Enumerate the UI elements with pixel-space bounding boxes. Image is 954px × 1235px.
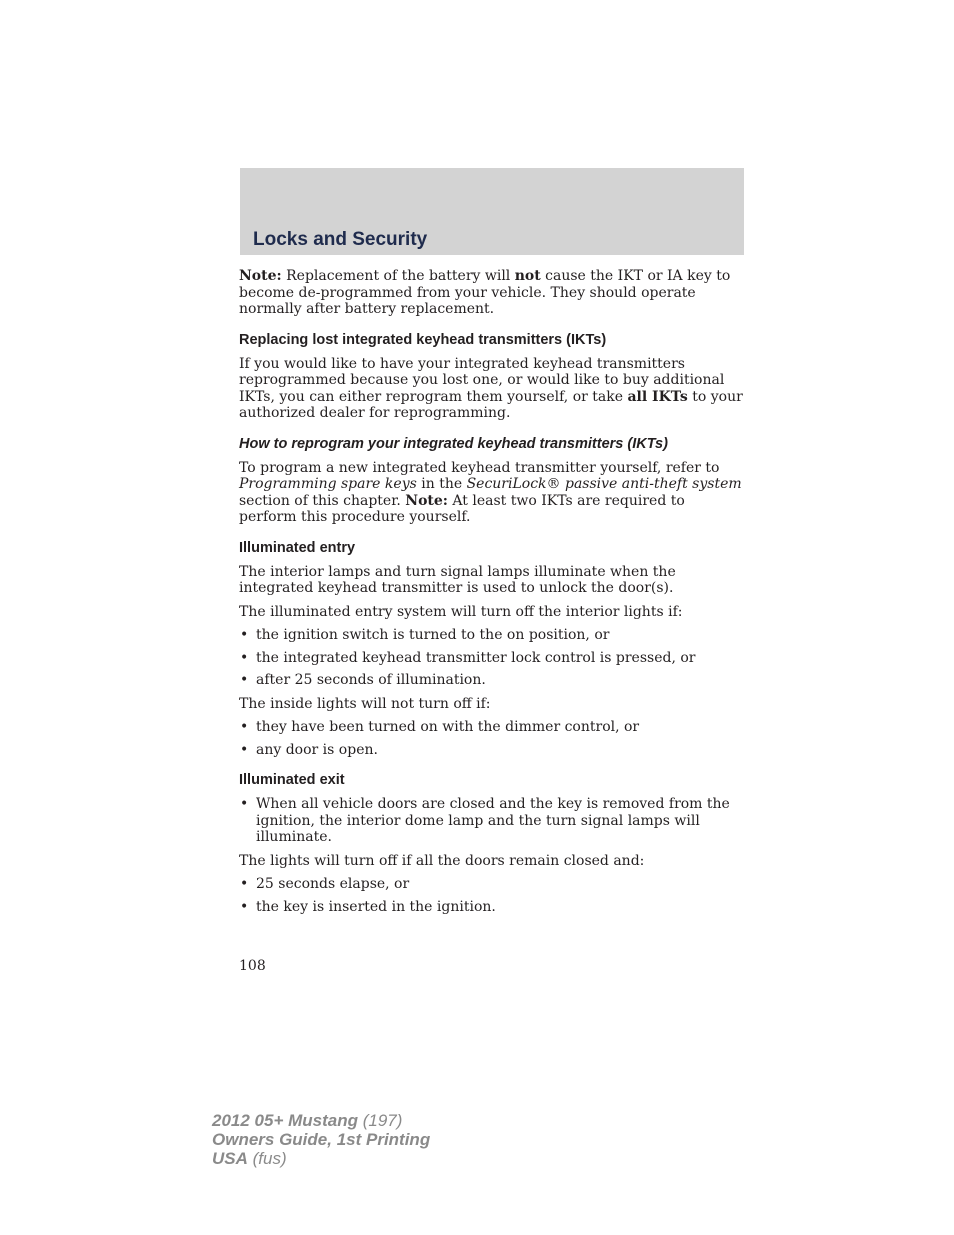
bullet-icon: • [240,672,249,688]
paragraph-entry-3: The inside lights will not turn off if: [239,695,491,712]
heading-illuminated-entry: Illuminated entry [239,539,356,556]
paragraph-entry-1: The interior lamps and turn signal lamps illuminate when the integrated keyhead transmitter is used to unlock the door(s). [239,563,676,596]
footer-line-region: USA (fus) [212,1149,287,1168]
bullet-icon: • [240,649,249,666]
list-item: • 25 seconds elapse, or [240,876,410,892]
crossref-securilock: SecuriLock® passive anti-theft system [466,476,742,492]
list-item: • any door is open. [240,741,378,758]
paragraph-exit-1: The lights will turn off if all the doors remain closed and: [239,852,645,869]
list-item: • the ignition switch is turned to the on position, or [240,627,610,643]
list-item: • after 25 seconds of illumination. [240,672,486,688]
paragraph-how-to-reprogram: To program a new integrated keyhead transmitter yourself, refer to Programming spare keys in the SecuriLock® passive anti-theft system section of this chapter. Note: At least two IKTs are required to perform this procedure yourself. [239,459,742,525]
list-item: • the integrated keyhead transmitter lock control is pressed, or [240,649,696,666]
exit-list-2 [239,876,745,915]
bullet-icon: • [240,796,249,812]
list-item: • they have been turned on with the dimmer control, or [240,719,640,735]
list-item: • When all vehicle doors are closed and the key is removed from the ignition, the interior dome lamp and the turn signal lamps will illuminate. [240,796,730,845]
list-item: • the key is inserted in the ignition. [240,898,496,915]
heading-how-to-reprogram: How to reprogram your integrated keyhead transmitters (IKTs) [239,435,668,452]
bullet-icon: • [240,876,249,892]
chapter-title: Locks and Security [253,229,428,250]
crossref-programming-spare-keys: Programming spare keys [239,476,417,492]
note-label: Note: [239,268,282,284]
heading-replacing-lost-ikts: Replacing lost integrated keyhead transmitters (IKTs) [239,331,607,348]
footer-line-model: 2012 05+ Mustang (197) [212,1111,403,1130]
bullet-icon: • [240,898,249,915]
battery-note: Note: Replacement of the battery will not cause the IKT or IA key to become de-programmed from your vehicle. They should operate normally after battery replacement. [239,268,731,317]
page-content [239,268,745,922]
bullet-icon: • [240,627,249,643]
paragraph-entry-2: The illuminated entry system will turn off the interior lights if: [239,603,683,620]
chapter-header-band [240,168,744,255]
exit-list-1 [239,796,745,846]
page-number: 108 [239,958,266,974]
emphasis-not: not [514,268,541,284]
footer-line-guide: Owners Guide, 1st Printing [212,1130,431,1149]
entry-turn-off-list [239,627,745,689]
document-footer [212,1111,430,1168]
paragraph-replacing-lost-ikts: If you would like to have your integrated keyhead transmitters reprogrammed because you lost one, or would like to buy additional IKTs, you can either reprogram them yourself, or take all IKTs to your authorized dealer for reprogramming. [239,355,743,421]
heading-illuminated-exit: Illuminated exit [239,772,345,788]
bullet-icon: • [240,741,249,758]
bullet-icon: • [240,719,249,735]
entry-stay-on-list [239,719,745,758]
